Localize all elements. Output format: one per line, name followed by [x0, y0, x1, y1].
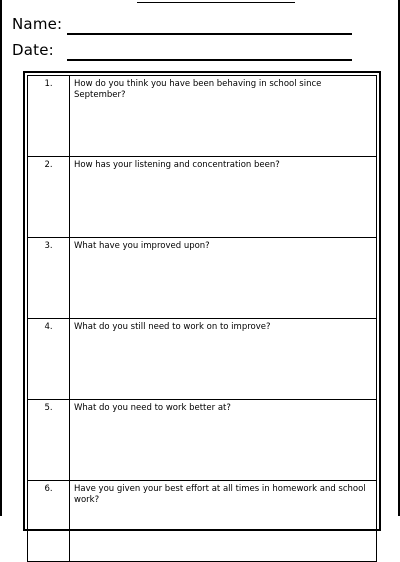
date-line[interactable] — [67, 59, 352, 61]
title-underline — [137, 2, 295, 3]
question-text[interactable]: How has your listening and concentration been? — [70, 157, 377, 238]
name-label: Name: — [12, 15, 63, 33]
question-text[interactable]: Have you given your best effort at all times in homework and school work? — [70, 481, 377, 562]
questions-box — [23, 71, 381, 531]
name-field — [12, 13, 352, 35]
question-number: 6. — [28, 481, 70, 562]
question-text[interactable]: What have you improved upon? — [70, 238, 377, 319]
question-number: 4. — [28, 319, 70, 400]
question-row-2 — [28, 157, 377, 238]
question-row-1 — [28, 76, 377, 157]
date-field — [12, 39, 352, 61]
question-text[interactable]: What do you need to work better at? — [70, 400, 377, 481]
name-line[interactable] — [67, 33, 352, 35]
questions-table — [27, 75, 377, 562]
question-row-4 — [28, 319, 377, 400]
question-number: 1. — [28, 76, 70, 157]
question-number: 2. — [28, 157, 70, 238]
question-number: 3. — [28, 238, 70, 319]
question-row-6 — [28, 481, 377, 562]
date-label: Date: — [12, 41, 54, 59]
question-row-3 — [28, 238, 377, 319]
question-text[interactable]: How do you think you have been behaving in school since September? — [70, 76, 377, 157]
question-text[interactable]: What do you still need to work on to improve? — [70, 319, 377, 400]
question-number: 5. — [28, 400, 70, 481]
question-row-5 — [28, 400, 377, 481]
